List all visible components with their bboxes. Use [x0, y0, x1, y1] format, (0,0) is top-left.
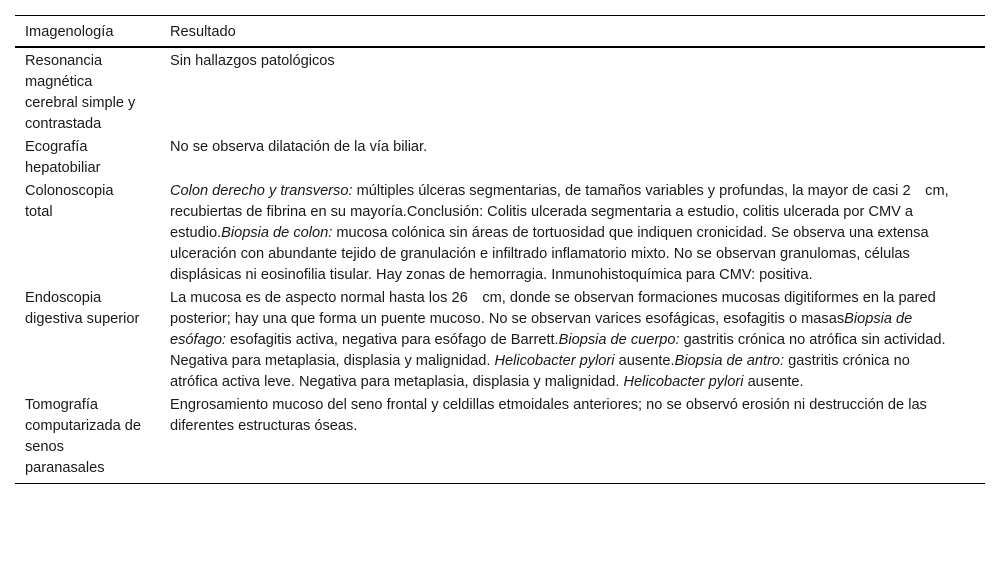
study-name: Tomografía computarizada de senos paranasales: [25, 396, 142, 476]
cell-imagenologia: [15, 47, 170, 135]
result-text: esofagitis activa, negativa para esófago de Barrett.: [226, 331, 559, 348]
imaging-results-table: [15, 15, 985, 484]
result-italic-text: Biopsia de antro:: [674, 352, 785, 369]
table-row: [15, 393, 985, 484]
study-name: Resonancia magnética cerebral simple y contrastada: [25, 52, 136, 132]
result-text: Sin hallazgos patológicos: [170, 52, 335, 69]
table-body: [15, 47, 985, 484]
result-italic-text: Helicobacter pylori: [494, 352, 615, 369]
table-row: [15, 135, 985, 179]
result-text: múltiples úlceras segmentarias, de tamaños variables y profundas, la mayor de casi 2 cm, recubiertas de fibrina en su mayoría.Conclusión: Colitis ulcerada segmentaria a estudio, colitis ulcerada por CMV a estudio.: [170, 182, 949, 241]
cell-resultado: [170, 286, 985, 393]
result-italic-text: Biopsia de colon:: [221, 224, 333, 241]
result-text: ausente.: [614, 352, 675, 369]
header-row: [15, 16, 985, 47]
result-italic-text: Biopsia de cuerpo:: [558, 331, 680, 348]
result-italic-text: Biopsia de esófago:: [170, 310, 913, 348]
header-resultado: Resultado: [170, 16, 985, 47]
result-text: gastritis crónica no atrófica activa leve. Negativa para metaplasia, displasia y malignidad.: [170, 352, 910, 390]
cell-imagenologia: [15, 135, 170, 179]
study-name: Endoscopia digestiva superior: [25, 289, 140, 327]
table-row: [15, 179, 985, 286]
table-header: [15, 16, 985, 47]
result-text: mucosa colónica sin áreas de tortuosidad que indiquen cronicidad. Se observa una extensa ulceración con abundante tejido de granulación e infiltrado inflamatorio mixto. No se observan granulomas, células displásicas ni eosinofilia tisular. Hay zonas de hemorragia. Inmunohistoquímica para CMV: positiva.: [170, 224, 929, 283]
cell-resultado: [170, 135, 985, 179]
result-text: La mucosa es de aspecto normal hasta los 26 cm, donde se observan formaciones mucosas digitiformes en la pared posterior; hay una que forma un puente mucoso. No se observan varices esofágicas, esofagitis o masas: [170, 289, 936, 327]
result-text: Engrosamiento mucoso del seno frontal y celdillas etmoidales anteriores; no se observó erosión ni destrucción de las diferentes estructuras óseas.: [170, 396, 927, 434]
result-italic-text: Helicobacter pylori: [623, 373, 744, 390]
table-row: [15, 47, 985, 135]
cell-resultado: [170, 393, 985, 484]
result-text: No se observa dilatación de la vía biliar.: [170, 138, 428, 155]
cell-resultado: [170, 47, 985, 135]
result-text: gastritis crónica no atrófica sin actividad. Negativa para metaplasia, displasia y malignidad.: [170, 331, 946, 369]
study-name: Colonoscopia total: [25, 182, 114, 220]
result-text: ausente.: [743, 373, 804, 390]
cell-resultado: [170, 179, 985, 286]
cell-imagenologia: [15, 286, 170, 393]
study-name: Ecografía hepatobiliar: [25, 138, 101, 176]
header-imagenologia: Imagenología: [15, 16, 170, 47]
result-italic-text: Colon derecho y transverso:: [170, 182, 353, 199]
cell-imagenologia: [15, 179, 170, 286]
cell-imagenologia: [15, 393, 170, 484]
table-row: [15, 286, 985, 393]
